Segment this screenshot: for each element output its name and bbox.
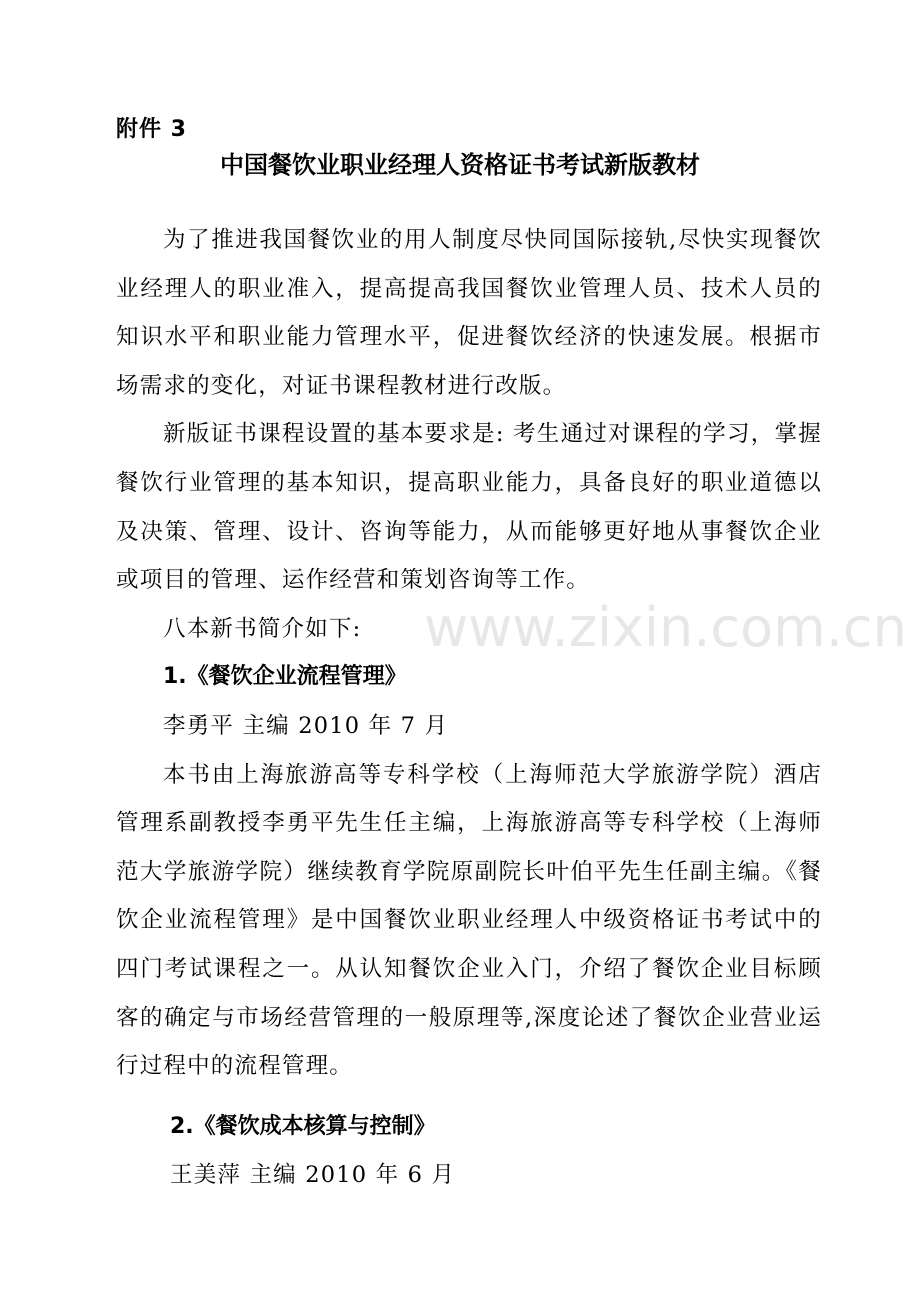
attachment-label: 附件 3 xyxy=(116,117,187,142)
section-gap xyxy=(116,1091,822,1103)
book-2-heading: 2.《餐饮成本核算与控制》 xyxy=(170,1113,436,1139)
book-1-editor-line: 李勇平 主编 2010 年 7 月 xyxy=(163,712,449,739)
book-1-description: 本书由上海旅游高等专科学校（上海师范大学旅游学院）酒店管理系副教授李勇平先生任主编，上海旅游高等专科学校（上海师范大学旅游学院）继续教育学院原副院长叶伯平先生任副主编。《餐饮企业流程管理》是中国餐饮业职业经理人中级资格证书考试中的四门考试课程之一。从认知餐饮企业入门，介绍了餐饮企业目标顾客的确定与市场经营管理的一般原理等,深度论述了餐饮企业营业运行过程中的流程管理。 xyxy=(116,761,822,1080)
intro-paragraph: 为了推进我国餐饮业的用人制度尽快同国际接轨,尽快实现餐饮业经理人的职业准入，提高提高我国餐饮业管理人员、技术人员的知识水平和职业能力管理水平，促进餐饮经济的快速发展。根据市场需求的变化，对证书课程教材进行改版。 xyxy=(116,227,822,399)
document-title: 中国餐饮业职业经理人资格证书考试新版教材 xyxy=(220,151,700,179)
book-2-editor-line: 王美萍 主编 2010 年 6 月 xyxy=(170,1162,456,1189)
requirements-paragraph: 新版证书课程设置的基本要求是: 考生通过对课程的学习，掌握餐饮行业管理的基本知识，提高职业能力，具备良好的职业道德以及决策、管理、设计、咨询等能力，从而能够更好地从事餐饮企业或项目的管理、运作经营和策划咨询等工作。 xyxy=(116,421,822,594)
watermark: www.zixin.com.cn xyxy=(424,596,907,659)
document-body xyxy=(116,216,822,1200)
book-1-heading: 1.《餐饮企业流程管理》 xyxy=(163,664,407,690)
books-intro-line: 八本新书简介如下: xyxy=(163,615,362,642)
